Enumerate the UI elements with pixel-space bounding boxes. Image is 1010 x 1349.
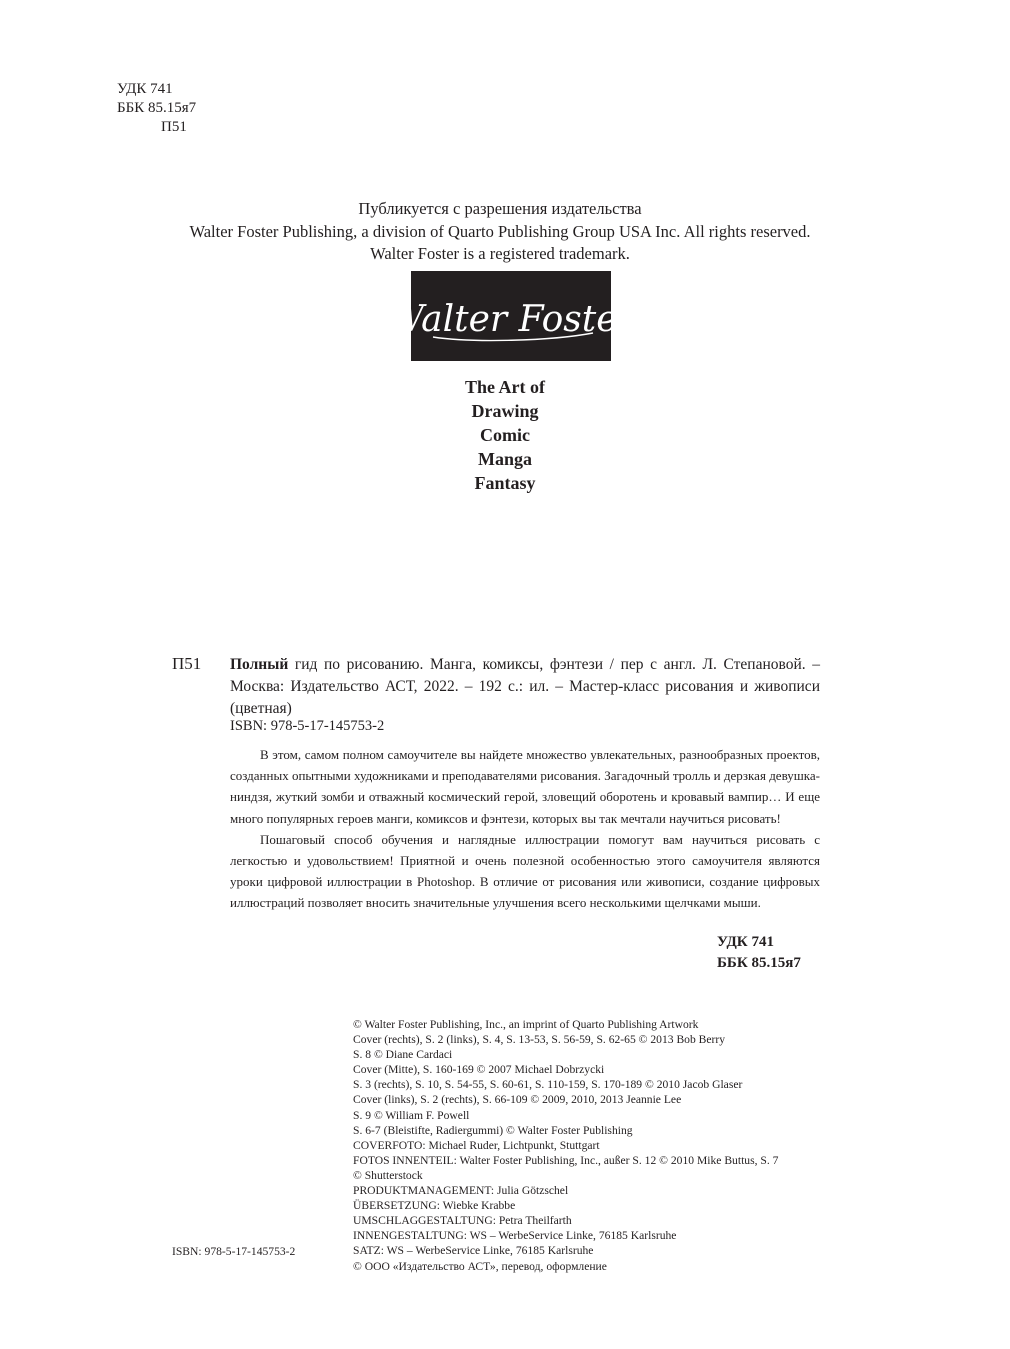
- credit-line: S. 9 © William F. Powell: [353, 1108, 470, 1122]
- credit-line: Cover (Mitte), S. 160-169 © 2007 Michael Dobrzycki: [353, 1063, 605, 1077]
- credit-line: UMSCHLAGGESTALTUNG: Petra Theilfarth: [353, 1214, 572, 1228]
- credit-line: PRODUKTMANAGEMENT: Julia Götzschel: [353, 1184, 569, 1198]
- credit-line: S. 6-7 (Bleistifte, Radiergummi) © Walter Foster Publishing: [353, 1123, 633, 1137]
- annotation-paragraph-2: Пошаговый способ обучения и наглядные иллюстрации помогут вам научиться рисовать с легкостью и удовольствием! Приятной и очень полезной особенностью этого самоучителя являются уроки цифровой иллюстрации в Photoshop. В отличие от рисования или живописи, создание цифровых иллюстраций позволяет вносить значительные улучшения всего несколькими щелчками мыши.: [230, 831, 820, 911]
- annotation-paragraph-1: В этом, самом полном самоучителе вы найдете множество увлекательных, разнообразных проектов, созданных опытными художниками и преподавателями рисования. Загадочный тролль и дерзкая девушка-ниндзя, жуткий зомби и отважный космический герой, зловещий оборотень и кровавый вампир… И еще много популярных героев манги, комиксов и фэнтези, которых вы так мечтали научиться рисовать!: [230, 747, 820, 826]
- bbk-code-bottom: ББК 85.15я7: [717, 954, 801, 971]
- entry-description: гид по рисованию. Манга, комиксы, фэнтези / пер с англ. Л. Степановой. – Москва: Издательство АСТ, 2022. – 192 с.: ил. – Мастер-класс рисования и живописи (цветная): [230, 656, 820, 717]
- isbn-bottom: ISBN: 978-5-17-145753-2: [172, 1245, 296, 1258]
- credit-line: INNENGESTALTUNG: WS – WerbeService Linke, 76185 Karlsruhe: [353, 1229, 677, 1243]
- credit-line: Cover (links), S. 2 (rechts), S. 66-109 © 2009, 2010, 2013 Jeannie Lee: [353, 1093, 682, 1107]
- isbn-entry: ISBN: 978-5-17-145753-2: [230, 718, 385, 734]
- title-line-3: Comic: [480, 425, 530, 445]
- credit-line: ÜBERSETZUNG: Wiebke Krabbe: [353, 1199, 516, 1213]
- credit-line: © ООО «Издательство АСТ», перевод, оформление: [353, 1259, 607, 1273]
- logo-text: Walter Foster: [387, 299, 635, 340]
- title-line-2: Drawing: [471, 401, 539, 421]
- bibliographic-code: П51: [172, 654, 202, 673]
- annotation: [230, 744, 820, 914]
- credit-line: COVERFOTO: Michael Ruder, Lichtpunkt, Stuttgart: [353, 1138, 600, 1152]
- credit-line: FOTOS INNENTEIL: Walter Foster Publishing, Inc., außer S. 12 © 2010 Mike Buttus, S. 7: [353, 1153, 779, 1167]
- udk-code-bottom: УДК 741: [717, 934, 774, 950]
- bibliographic-entry: [230, 654, 820, 720]
- permission-line-2: Walter Foster Publishing, a division of Quarto Publishing Group USA Inc. All rights reserved.: [189, 221, 811, 241]
- title-line-5: Fantasy: [474, 473, 536, 493]
- credit-line: S. 3 (rechts), S. 10, S. 54-55, S. 60-61, S. 110-159, S. 170-189 © 2010 Jacob Glaser: [353, 1078, 743, 1092]
- credit-line: © Walter Foster Publishing, Inc., an imprint of Quarto Publishing Artwork: [353, 1018, 699, 1031]
- udk-code: УДК 741: [117, 81, 173, 97]
- credit-line: © Shutterstock: [353, 1168, 423, 1182]
- udk-block-top: [117, 80, 196, 137]
- bbk-code: ББК 85.15я7: [117, 100, 197, 116]
- author-sign: П51: [161, 119, 187, 135]
- credit-line: SATZ: WS – WerbeService Linke, 76185 Karlsruhe: [353, 1244, 594, 1258]
- permission-line-1: Публикуется с разрешения издательства: [358, 199, 642, 218]
- permission-notice: [0, 198, 1000, 266]
- credit-line: Cover (rechts), S. 2 (links), S. 4, S. 13-53, S. 56-59, S. 62-65 © 2013 Bob Berry: [353, 1033, 726, 1047]
- book-title: [0, 375, 1010, 495]
- walter-foster-logo: [387, 271, 635, 361]
- permission-line-3: Walter Foster is a registered trademark.: [370, 244, 630, 263]
- credit-line: S. 8 © Diane Cardaci: [353, 1048, 453, 1062]
- udk-block-bottom: [717, 932, 801, 973]
- credits-list: [353, 1017, 778, 1274]
- title-line-4: Manga: [478, 449, 532, 469]
- entry-title-word: Полный: [230, 656, 289, 673]
- title-line-1: The Art of: [465, 377, 545, 397]
